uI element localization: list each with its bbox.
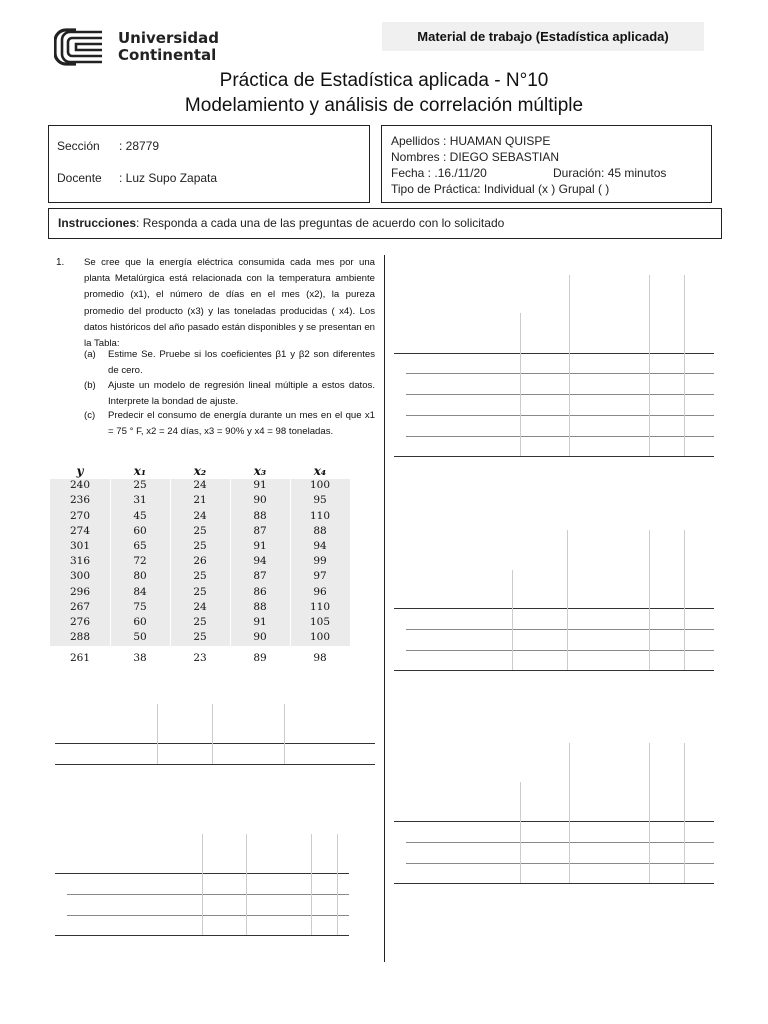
teacher-label: Docente [57, 171, 102, 185]
table-cell-separator [170, 510, 171, 525]
document-label: Material de trabajo (Estadística aplicada) [382, 22, 704, 51]
result-table-1-line [406, 415, 714, 416]
section-info-box [48, 125, 370, 203]
subquestion-a [84, 347, 375, 379]
table-cell-separator [290, 540, 291, 555]
result-table-2-col [512, 570, 513, 670]
section-value: : 28779 [119, 139, 160, 153]
table-cell: 65 [133, 539, 147, 552]
table-cell-separator [290, 616, 291, 631]
table-cell-separator [170, 570, 171, 585]
table-cell-separator [290, 510, 291, 525]
table-cell: 95 [313, 494, 327, 507]
table-cell-separator [110, 494, 111, 509]
date-field: Fecha : .16./11/20 [391, 166, 487, 180]
table-cell-separator [230, 540, 231, 555]
table-cell: 26 [193, 555, 207, 568]
result-table-5-rule [55, 935, 349, 936]
subquestion-b-text: Ajuste un modelo de regresión lineal múltiple a estos datos. Interprete la bondad de ajuste. [108, 380, 375, 407]
table-cell: 91 [253, 539, 267, 552]
table-cell: 86 [253, 585, 267, 598]
subquestion-c [84, 408, 375, 440]
section-label: Sección [57, 139, 100, 153]
table-cell: 50 [133, 631, 147, 644]
table-cell-separator [290, 479, 291, 494]
table-cell-separator [110, 525, 111, 540]
table-cell: 94 [313, 539, 327, 552]
result-table-1-line [406, 394, 714, 395]
table-cell: 100 [309, 479, 331, 492]
table-row [50, 540, 350, 555]
table-cell: 296 [69, 585, 91, 598]
table-row [50, 570, 350, 585]
table-cell: 110 [309, 509, 331, 522]
result-table-5-col [311, 834, 312, 935]
table-row [50, 494, 350, 509]
instructions-text [58, 216, 504, 230]
table-cell: 274 [69, 524, 91, 537]
table-cell-separator [170, 540, 171, 555]
table-cell: 288 [69, 631, 91, 644]
result-table-3-rule [394, 883, 714, 884]
table-cell: 88 [253, 509, 267, 522]
result-table-3-col [520, 782, 521, 883]
table-cell: 91 [253, 615, 267, 628]
table-cell: 24 [193, 479, 207, 492]
table-cell: 72 [133, 555, 147, 568]
student-name: Nombres : DIEGO SEBASTIAN [391, 150, 560, 164]
table-cell: 25 [133, 479, 147, 492]
table-row [50, 510, 350, 525]
result-table-4-col [157, 704, 158, 764]
table-cell-separator [230, 601, 231, 616]
table-cell: 89 [253, 652, 267, 665]
table-row [50, 555, 350, 570]
result-table-5-col [202, 834, 203, 935]
result-table-4-rule [55, 743, 375, 744]
table-cell-separator [110, 540, 111, 555]
header-x2: x₂ [193, 464, 207, 478]
table-cell: 270 [69, 509, 91, 522]
table-cell-separator [170, 586, 171, 601]
subquestion-b-letter: (b) [84, 380, 96, 391]
result-table-4-col [284, 704, 285, 764]
table-cell: 24 [193, 509, 207, 522]
table-cell-separator [290, 586, 291, 601]
university-name [118, 30, 219, 64]
table-cell-separator [230, 616, 231, 631]
table-cell: 75 [133, 600, 147, 613]
table-cell: 31 [133, 494, 147, 507]
table-row [50, 525, 350, 540]
practice-type: Tipo de Práctica: Individual (x ) Grupal ( ) [391, 182, 610, 196]
table-cell-separator [110, 601, 111, 616]
table-cell-separator [230, 494, 231, 509]
subquestion-b [84, 378, 375, 410]
table-cell: 23 [193, 652, 207, 665]
result-table-1-rule [394, 353, 714, 354]
university-logo-icon [54, 28, 104, 66]
result-table-1-col [520, 313, 521, 456]
table-cell-separator [230, 570, 231, 585]
table-cell-separator [290, 494, 291, 509]
result-table-2-rule [394, 608, 714, 609]
table-cell: 21 [193, 494, 207, 507]
table-cell-separator [290, 525, 291, 540]
student-info-box [381, 125, 712, 203]
result-table-2-line [406, 629, 714, 630]
result-table-2-rule [394, 670, 714, 671]
table-cell: 25 [193, 539, 207, 552]
table-cell: 91 [253, 479, 267, 492]
table-cell: 88 [253, 600, 267, 613]
result-table-3-col [684, 743, 685, 883]
table-cell: 316 [69, 555, 91, 568]
table-cell: 25 [193, 631, 207, 644]
table-cell: 25 [193, 570, 207, 583]
table-cell: 301 [69, 539, 91, 552]
instructions-label: Instrucciones [58, 216, 137, 230]
logo-line-1: Universidad [118, 29, 220, 47]
data-table [50, 464, 350, 667]
page-subtitle: Modelamiento y análisis de correlación múltiple [184, 95, 584, 116]
result-table-2-col [567, 530, 568, 670]
table-cell: 25 [193, 585, 207, 598]
table-cell: 60 [133, 615, 147, 628]
result-table-1-line [406, 436, 714, 437]
instructions-body: : Responda a cada una de las preguntas de acuerdo con lo solicitado [136, 216, 505, 230]
table-cell: 87 [253, 570, 267, 583]
table-cell: 94 [253, 555, 267, 568]
subquestion-c-letter: (c) [84, 410, 96, 421]
table-cell-separator [290, 631, 291, 646]
table-cell-separator [110, 479, 111, 494]
table-cell-separator [170, 494, 171, 509]
table-row [50, 601, 350, 616]
table-cell: 236 [69, 494, 91, 507]
table-row [50, 631, 350, 646]
result-table-1-col [569, 275, 570, 456]
header-y: y [76, 464, 84, 478]
result-table-5-col [246, 834, 247, 935]
result-table-1-line [406, 373, 714, 374]
data-table-body [50, 479, 350, 667]
table-cell: 84 [133, 585, 147, 598]
student-surname: Apellidos : HUAMAN QUISPE [391, 134, 551, 148]
table-cell-separator [110, 510, 111, 525]
table-cell-separator [290, 555, 291, 570]
result-table-4-col [212, 704, 213, 764]
table-cell: 25 [193, 524, 207, 537]
result-table-3-line [406, 863, 714, 864]
table-cell-separator [110, 631, 111, 646]
table-cell: 80 [133, 570, 147, 583]
result-table-4-rule [55, 764, 375, 765]
table-cell: 90 [253, 494, 267, 507]
page-title: Práctica de Estadística aplicada - N°10 [219, 70, 549, 91]
subquestion-a-letter: (a) [84, 349, 96, 360]
table-cell-separator [230, 555, 231, 570]
table-cell: 276 [69, 615, 91, 628]
result-table-5-line [67, 915, 349, 916]
result-table-3-rule [394, 821, 714, 822]
table-cell: 87 [253, 524, 267, 537]
table-cell-separator [290, 601, 291, 616]
logo-line-2: Continental [118, 46, 217, 64]
result-table-3-col [569, 743, 570, 883]
table-row [50, 616, 350, 631]
table-row [50, 586, 350, 601]
teacher-value: : Luz Supo Zapata [119, 171, 218, 185]
instructions-box [48, 208, 722, 239]
table-cell-separator [110, 616, 111, 631]
table-cell-separator [110, 570, 111, 585]
table-cell: 240 [69, 479, 91, 492]
table-cell-separator [170, 631, 171, 646]
table-cell: 25 [193, 615, 207, 628]
result-table-1-col [684, 275, 685, 456]
table-cell-separator [110, 555, 111, 570]
table-cell: 105 [309, 615, 331, 628]
table-cell: 96 [313, 585, 327, 598]
table-cell-separator [230, 525, 231, 540]
table-cell-separator [170, 479, 171, 494]
table-cell: 100 [309, 631, 331, 644]
result-table-5-col [337, 834, 338, 935]
result-table-1-rule [394, 456, 714, 457]
result-table-2-line [406, 650, 714, 651]
table-cell-separator [170, 525, 171, 540]
header-x1: x₁ [133, 464, 147, 478]
subquestion-c-text: Predecir el consumo de energía durante un mes en el que x1 = 75 ° F, x2 = 24 días, x3 = 90% y x4 = 98 toneladas. [108, 410, 375, 437]
header-x4: x₄ [313, 464, 327, 478]
table-cell: 300 [69, 570, 91, 583]
table-cell: 110 [309, 600, 331, 613]
table-cell: 267 [69, 600, 91, 613]
table-cell: 99 [313, 555, 327, 568]
subquestion-a-text: Estime Se. Pruebe si los coeficientes β1 y β2 son diferentes de cero. [108, 349, 375, 376]
header-x3: x₃ [253, 464, 267, 478]
question-text: Se cree que la energía eléctrica consumida cada mes por una planta Metalúrgica está relacionada con la temperatura ambiente promedio (x1), el número de días en el mes (x2), la pureza promedio del producto (x3) y las toneladas producidas ( x4). Los datos históricos del año pasado están disponibles y se presentan en la Tabla: [84, 257, 375, 350]
result-table-3-col [649, 743, 650, 883]
table-cell-separator [170, 601, 171, 616]
table-cell-separator [230, 586, 231, 601]
table-cell-separator [230, 510, 231, 525]
result-table-3-line [406, 842, 714, 843]
table-cell: 45 [133, 509, 147, 522]
table-cell-separator [170, 616, 171, 631]
table-cell-separator [290, 570, 291, 585]
table-cell: 97 [313, 570, 327, 583]
result-table-2-col [684, 530, 685, 670]
result-table-5-line [67, 894, 349, 895]
table-row [50, 652, 350, 667]
table-cell-separator [230, 479, 231, 494]
table-cell: 88 [313, 524, 327, 537]
table-row [50, 479, 350, 494]
result-table-2-col [649, 530, 650, 670]
duration-field: Duración: 45 minutos [553, 166, 667, 180]
table-cell-separator [230, 631, 231, 646]
table-cell: 90 [253, 631, 267, 644]
table-cell: 24 [193, 600, 207, 613]
table-cell: 38 [133, 652, 147, 665]
question-number: 1. [56, 257, 65, 268]
table-cell: 261 [69, 652, 91, 665]
table-cell: 60 [133, 524, 147, 537]
column-divider [384, 255, 385, 962]
table-cell-separator [110, 586, 111, 601]
result-table-1-col [649, 275, 650, 456]
table-cell: 98 [313, 652, 327, 665]
table-cell-separator [170, 555, 171, 570]
data-table-header [50, 464, 350, 479]
